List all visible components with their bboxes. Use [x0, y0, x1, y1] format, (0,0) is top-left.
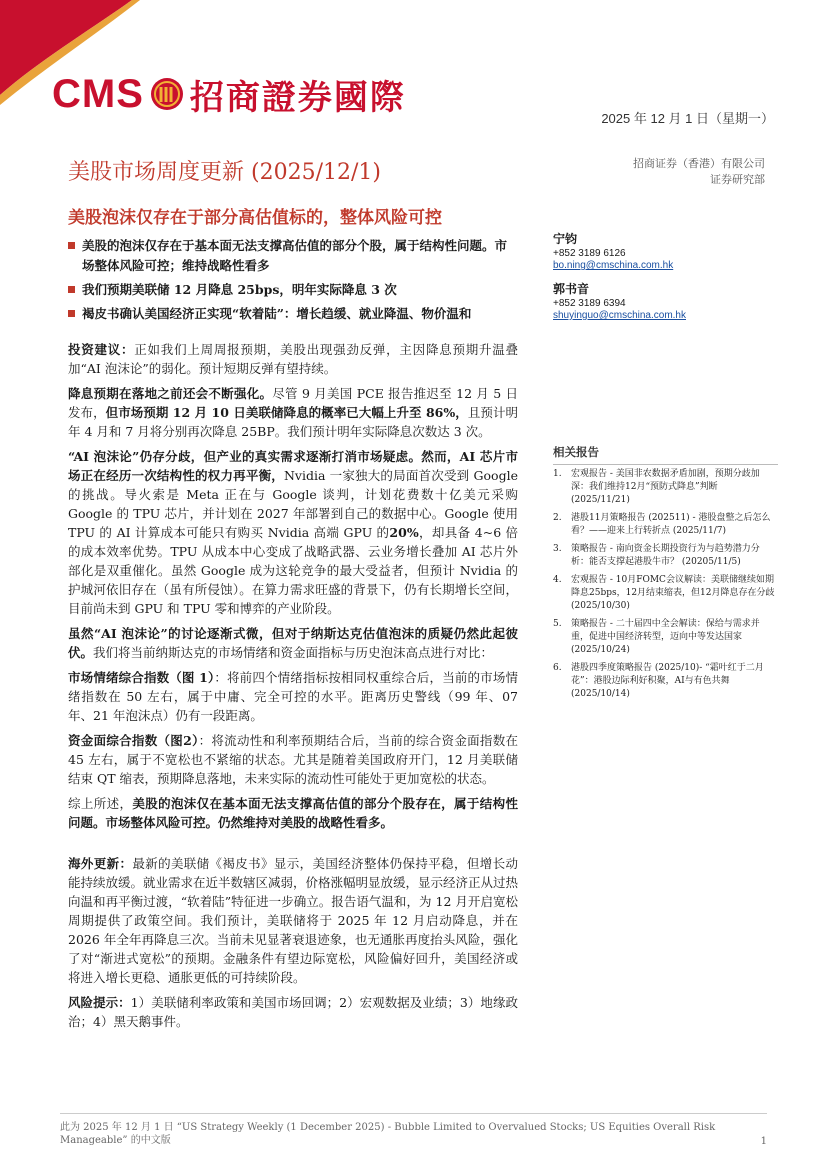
related-report-item[interactable]: 6. 港股四季度策略报告 (2025/10)- “霜叶红于二月花”：港股边际利好积聚，AI与有色共舞 (2025/10/14)	[553, 663, 764, 699]
analyst-email-link[interactable]: shuyinguo@cmschina.com.hk	[553, 310, 686, 321]
logo-latin: CMS	[52, 71, 144, 116]
risk-paragraph: 风险提示：1）美联储利率政策和美国市场回调；2）宏观数据及业绩；3）地缘政治；4）黑天鹅事件。	[68, 995, 518, 1029]
logo-chinese: 招商證券國際	[189, 77, 406, 118]
department: 证券研究部	[710, 173, 765, 186]
headline: 美股泡沫仅存在于部分高估值标的，整体风险可控	[68, 208, 442, 228]
sentiment-index-paragraph: 市场情绪综合指数（图 1）：将前四个情绪指标按相同权重综合后，当前的市场情绪指数在 50 左右，属于中庸、完全可控的水平。距离历史警线（99 年、07 年、21 年泡沫点）仍有一段距离。	[68, 670, 518, 723]
summary-paragraph: 综上所述，美股的泡沫仅在基本面无法支撑高估值的部分个股存在，属于结构性问题。市场整体风险可控。仍然维持对美股的战略性看多。	[68, 796, 518, 830]
footer-divider	[60, 1113, 767, 1114]
nasdaq-paragraph: 虽然“AI 泡沫论”的讨论逐渐式微，但对于纳斯达克估值泡沫的质疑仍然此起彼伏。我们将当前纳斯达克的市场情绪和资金面指标与历史泡沫高点进行对比：	[68, 626, 518, 660]
related-reports-list	[553, 468, 775, 706]
key-point: 我们预期美联储 12 月降息 25bps，明年实际降息 3 次	[68, 280, 518, 300]
overseas-update-paragraph: 海外更新：最新的美联储《褐皮书》显示，美国经济整体仍保持平稳，但增长动能持续放缓。就业需求在近半数辖区减弱，价格涨幅明显放缓，显示经济正从过热向温和再平衡过渡，“软着陆”特征进一步确立。报告语气温和，为 12 月开启宽松周期提供了政策空间。我们预计，美联储将于 2025 年 12 月启动降息，并在 2026 年全年再降息三次。当前未见显著衰退迹象，也无通胀再度抬头风险，强化了对“渐进式宽松”的预期。金融条件有望边际宽松，风险偏好回升，美国经济或将进入增长更稳、通胀更低的可持续阶段。	[68, 856, 519, 985]
report-title: 美股市场周度更新 (2025/12/1)	[68, 160, 381, 185]
key-points	[68, 236, 518, 328]
related-report-item[interactable]: 1. 宏观报告 - 美国非农数据矛盾加剧，预期分歧加深：我们维持12月“预防式降息”判断 (2025/11/21)	[553, 469, 760, 505]
key-point: 褐皮书确认美国经济正实现“软着陆”：增长趋缓、就业降温、物价温和	[68, 304, 518, 324]
key-point: 美股的泡沫仅存在于基本面无法支撑高估值的部分个股，属于结构性问题。市场整体风险可控；维持战略性看多	[68, 236, 518, 276]
related-report-item[interactable]: 3. 策略报告 - 南向资金长期投资行为与趋势潜力分析：能否支撑起港股牛市？ (20205/11/5)	[553, 544, 760, 567]
analyst-name: 宁钧	[553, 232, 578, 246]
report-date: 2025 年 12 月 1 日（星期一）	[601, 111, 774, 126]
analyst-name: 郭书音	[553, 282, 590, 296]
analyst-email-link[interactable]: bo.ning@cmschina.com.hk	[553, 260, 674, 271]
body-text	[68, 340, 518, 1037]
page-number: 1	[760, 1136, 767, 1147]
ai-bubble-paragraph: “AI 泡沫论”仍存分歧，但产业的真实需求逐渐打消市场疑虑。然而，AI 芯片市场正在经历一次结构性的权力再平衡，Nvidia 一家独大的局面首次受到 Google 的挑战。导火索是 Meta 正在与 Google 谈判，计划花费数十亿美元采购 Google 的 TPU 芯片，并计划在 2027 年部署到自己的数据中心。Google 使用 TPU 的 AI 计算成本可能只有购买 Nvidia 高端 GPU 的20%，却具备 4~6 倍的成本效率优势。TPU 从成本中心变成了战略武器、云业务增长叠加 AI 芯片外部化是双重催化。虽然 Google 成为这轮竞争的最大受益者，但预计 Nvidia 的护城河依旧存在（虽有所侵蚀）。在算力需求旺盛的背景下，仍有长期增长空间，目前尚未到 GPU 和 TPU 零和博弈的产业阶段。	[68, 449, 518, 616]
company-block	[633, 156, 765, 188]
company-logo	[52, 70, 406, 118]
analyst-phone: +852 3189 6394	[553, 298, 626, 309]
logo-emblem-icon	[150, 77, 184, 111]
footer-note: 此为 2025 年 12 月 1 日 “US Strategy Weekly (1 December 2025) - Bubble Limited to Overvalued Stocks; US Equities Overall Risk Manageable” 的中文版	[60, 1122, 716, 1146]
bullet-square-icon	[68, 286, 75, 293]
related-report-item[interactable]: 4. 宏观报告 - 10月FOMC会议解读：美联储继续如期降息25bps，12月结束缩表，但12月降息存在分歧 (2025/10/30)	[553, 575, 775, 611]
analyst-phone: +852 3189 6126	[553, 248, 626, 259]
related-report-item[interactable]: 5. 策略报告 - 二十届四中全会解读：保给与需求并重，促进中国经济转型，迈向中等发达国家 (2025/10/24)	[553, 619, 760, 655]
related-report-item[interactable]: 2. 港股11月策略报告 (202511) - 港股盘整之后怎么看？——迎来上行转折点 (2025/11/7)	[553, 513, 771, 536]
investment-advice-paragraph: 投资建议：正如我们上周周报预期，美股出现强劲反弹，主因降息预期升温叠加“AI 泡沫论”的弱化。预计短期反弹有望持续。	[68, 342, 518, 376]
company-name: 招商证券（香港）有限公司	[633, 157, 765, 170]
bullet-square-icon	[68, 242, 75, 249]
related-reports-title: 相关报告	[553, 444, 778, 465]
analyst-card	[553, 233, 673, 272]
bullet-square-icon	[68, 310, 75, 317]
analyst-card	[553, 283, 686, 322]
liquidity-index-paragraph: 资金面综合指数（图2）：将流动性和利率预期结合后，当前的综合资金面指数在 45 左右，属于不宽松也不紧缩的状态。尤其是随着美国政府开门，12 月美联储结束 QT 缩表，预期降息落地，未来实际的流动性可能处于更加宽松的状态。	[68, 733, 518, 786]
rate-cut-paragraph: 降息预期在落地之前还会不断强化。尽管 9 月美国 PCE 报告推迟至 12 月 5 日发布，但市场预期 12 月 10 日美联储降息的概率已大幅上升至 86%，且预计明年 4 月和 7 月将分别再次降息 25BP。我们预计明年实际降息次数达 3 次。	[68, 386, 518, 439]
